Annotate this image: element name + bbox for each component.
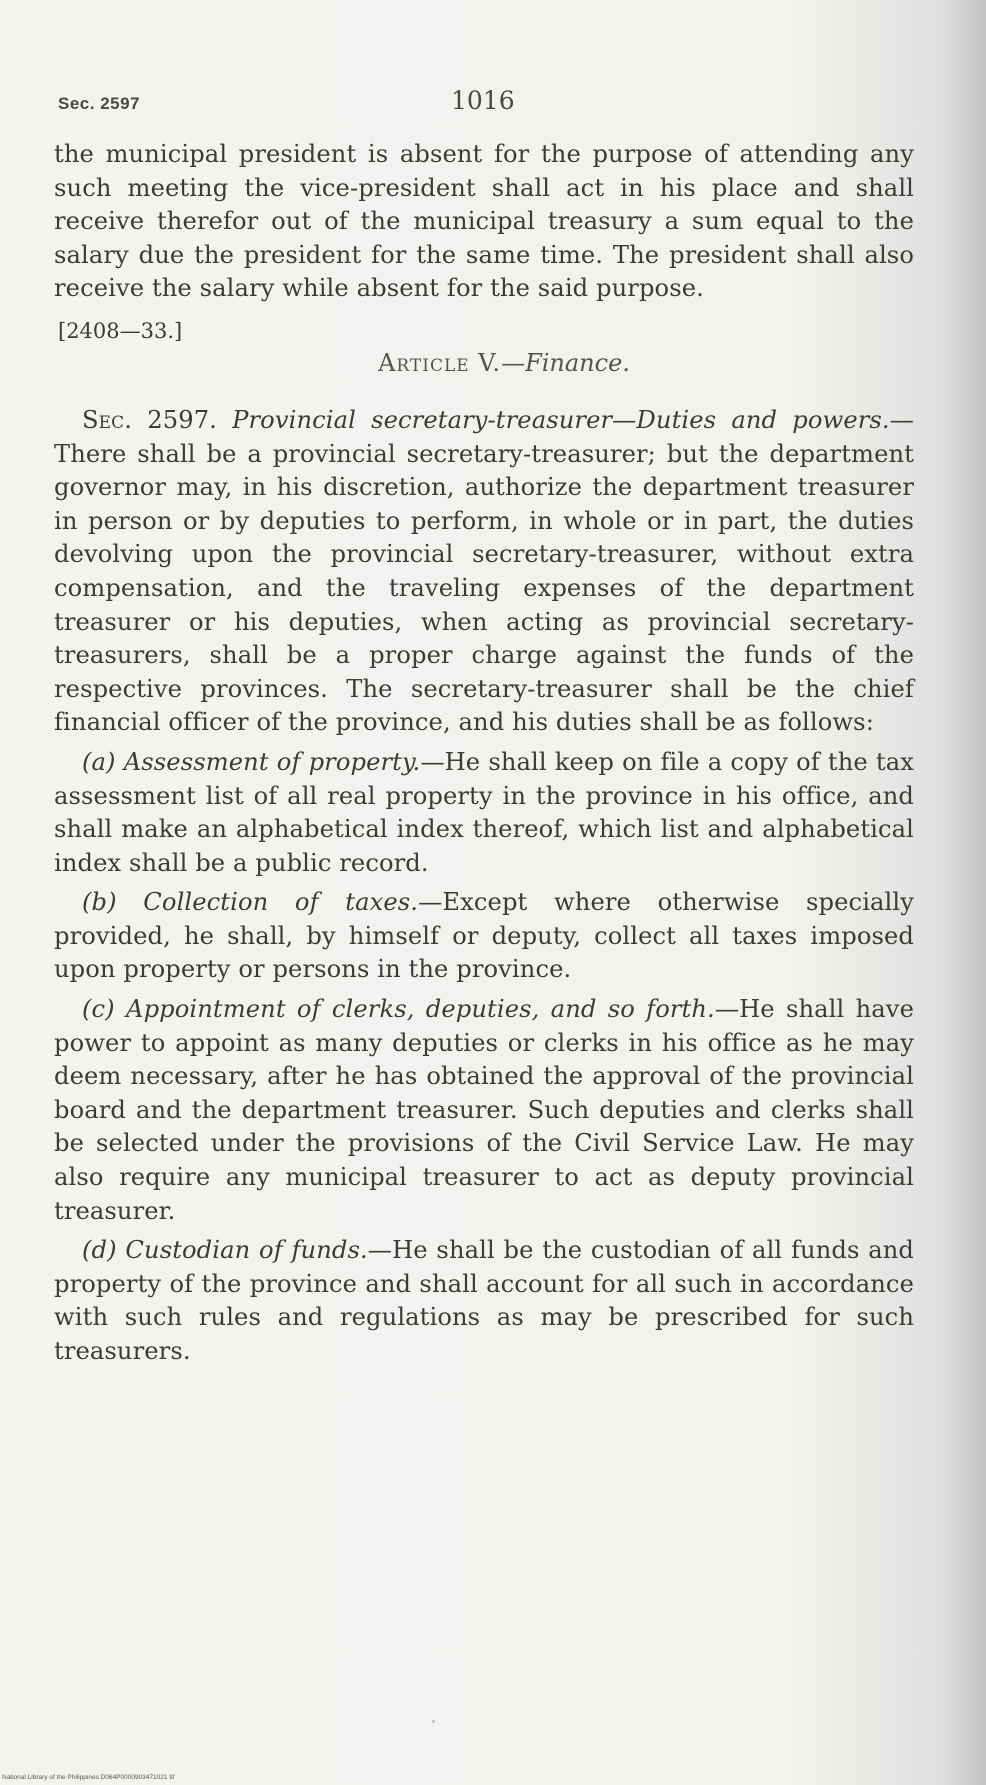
subsection-a-text: —He shall keep on file a copy of the tax assessment list of all real property in the province in his office, and shall make an alphabetical index thereof, which list and alphabetical index shall be a public record. [54,747,915,877]
subsection-b [54,886,914,987]
subsection-c [54,993,914,1228]
page-edge-shadow [942,0,986,1785]
article-title: Finance. [525,348,630,377]
paper-speck [432,1720,435,1723]
subsection-d-heading: Custodian of funds. [125,1236,368,1265]
subsection-b-letter: (b) [82,888,117,917]
subsection-d [54,1234,914,1368]
subsection-a [54,746,914,880]
subsection-b-text: —Except where otherwise specially provided, he shall, by himself or deputy, collect all taxes imposed upon property or persons in the province. [54,888,914,984]
document-page [54,84,914,1369]
subsection-c-letter: (c) [82,995,115,1024]
subsection-c-text: —He shall have power to appoint as many deputies or clerks in his office as he may deem necessary, after he has obtained the approval of the provincial board and the department treasurer. Such deputies and clerks shall be selected under the provisions of the Civil Service Law. He may also require any municipal treasurer to act as deputy provincial treasurer. [54,995,914,1225]
section-heading: Provincial secretary-treasurer—Duties and powers. [232,405,890,434]
article-heading [54,346,914,380]
section-number: Sec. 2597. [82,405,217,434]
subsection-b-heading: Collection of taxes. [143,888,419,917]
section-text: —There shall be a provincial secretary-treasurer; but the department governor may, in his discretion, authorize the department treasurer in person or by deputies to perform, in whole or in part, the duties devolving upon the provincial secretary-treasurer, without extra compensation, and the traveling expenses of the department treasurer or his deputies, when acting as provincial secretary-treasurers, shall be a proper charge against the funds of the respective provinces. The secretary-treasurer shall be the chief financial officer of the province, and his duties shall be as follows: [54,405,914,737]
subsection-d-letter: (d) [82,1236,117,1265]
section-2597-paragraph [54,404,914,740]
subsection-a-heading: Assessment of property. [123,747,421,776]
running-head [54,84,914,124]
article-dash: — [501,348,526,377]
page-number: 1016 [451,86,515,115]
running-head-section: Sec. 2597 [58,94,141,113]
subsection-d-text: —He shall be the custodian of all funds and property of the province and shall account for all such in accordance with such rules and regulations as may be prescribed for such treasurers. [54,1236,915,1365]
article-label: Article V. [378,348,502,377]
carryover-paragraph: the municipal president is absent for the purpose of attending any such meeting the vice-president shall act in his place and shall receive therefor out of the municipal treasury a sum equal to the salary due the president for the same time. The president shall also receive the salary while absent for the said purpose. [54,140,914,303]
citation: [2408—33.] [58,318,183,343]
scan-source-label: National Library of the Philippines D064P0000903471021 tif [2,1774,175,1781]
subsection-c-heading: Appointment of clerks, deputies, and so forth. [126,995,715,1024]
subsection-a-letter: (a) [82,747,116,776]
